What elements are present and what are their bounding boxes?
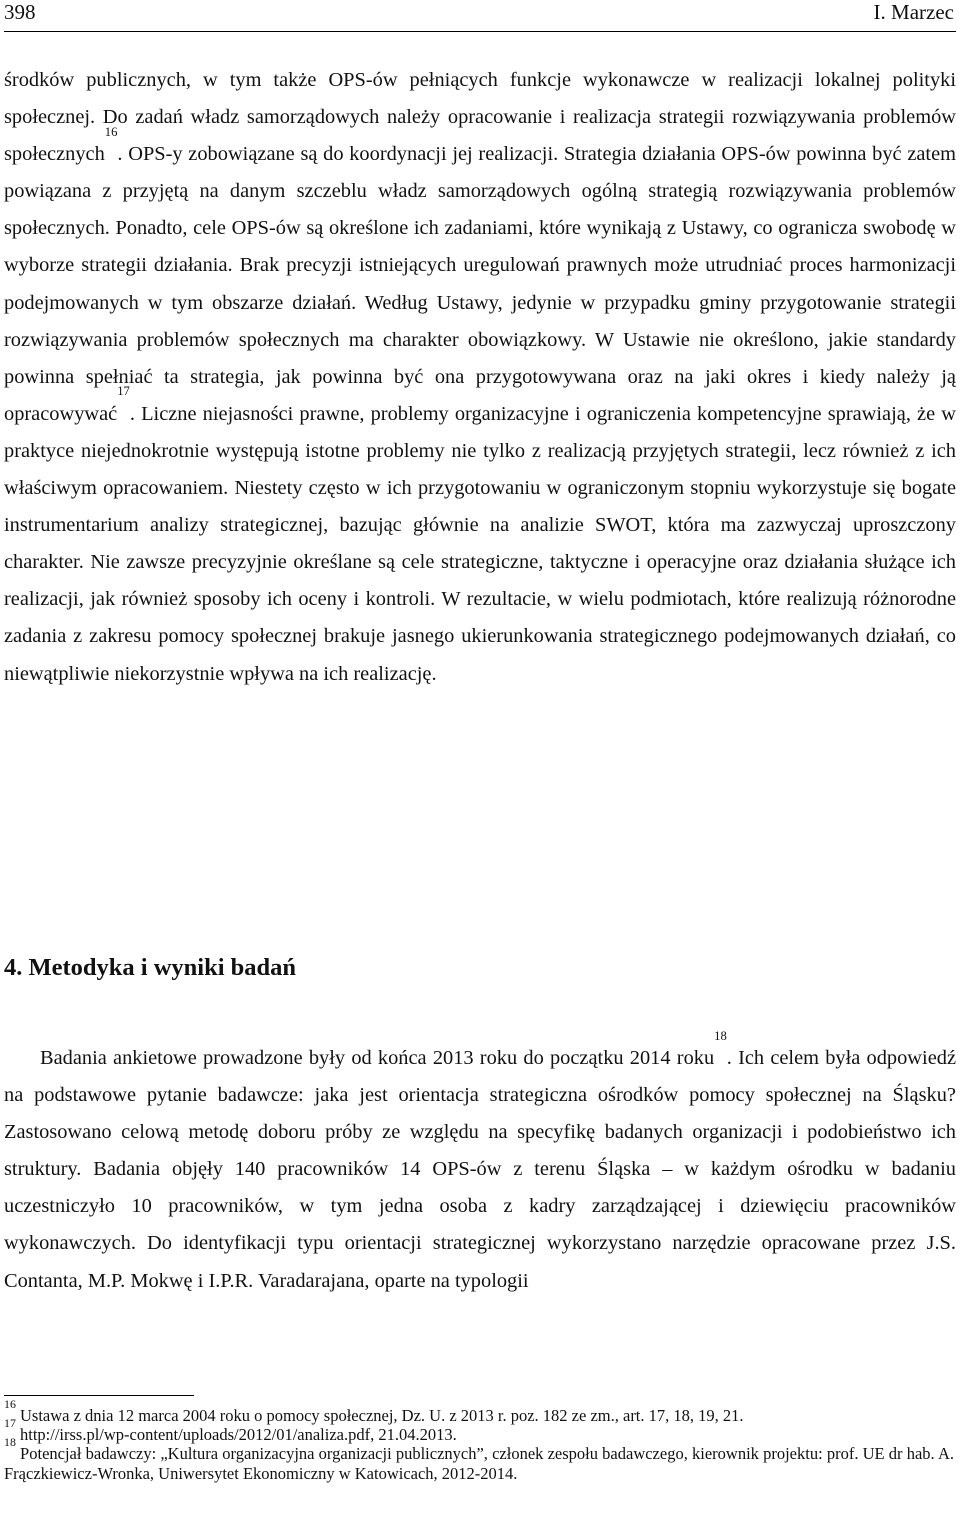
para1-text-b: . OPS-y zobowiązane są do koordynacji jej realizacji. Strategia działania OPS-ów powinna być zatem powiązana z przyjętą na danym szczeblu władz samorządowych ogólną strategią rozwiązywania problemów społecznych. Ponadto, cele OPS-ów są określone ich zadaniami, które wynikają z Ustawy, co ogranicza swobodę w wyborze strategii działania. Brak precyzji istniejących uregulowań prawnych może utrudniać proces harmonizacji podejmowanych w tym obszarze działań. Według Ustawy, jedynie w przypadku gminy przygotowanie strategii rozwiązywania problemów społecznych ma charakter obowiązkowy. W Ustawie nie określono, jakie standardy powinna spełniać ta strategia, jak powinna być ona przygotowywana oraz na jaki okres i kiedy należy ją opracowywać — [4, 143, 956, 425]
footnote-number: 17 — [4, 1415, 16, 1430]
para1-text-a: środków publicznych, w tym także OPS-ów pełniących funkcje wykonawcze w realizacji lokalnej polityki społecznej. Do zadań władz samorządowych należy opracowanie i realizacja strategii rozwiązywania problemów społecznych — [4, 69, 956, 166]
para2-text-a: Badania ankietowe prowadzone były od końca 2013 roku do początku 2014 roku — [40, 1047, 715, 1069]
footnote-16 — [4, 1396, 954, 1425]
footnote-number: 18 — [4, 1435, 16, 1450]
para2-text-b: . Ich celem była odpowiedź na podstawowe pytanie badawcze: jaka jest orientacja strategiczna ośrodków pomocy społecznej na Śląsku? Zastosowano celową metodę doboru próby ze względu na specyfikę badanych organizacji i podobieństwo ich struktury. Badania objęły 140 pracowników 14 OPS-ów z terenu Śląska – w każdym ośrodku w badaniu uczestniczyło 10 pracowników, w tym jedna osoba z kadry zarządzającej i dziewięciu pracowników wykonawczych. Do identyfikacji typu orientacji strategicznej wykorzystano narzędzie opracowane przez J.S. Contanta, M.P. Mokwę i I.P.R. Varadarajana, oparte na typologii — [4, 1047, 956, 1292]
body-paragraph-1 — [4, 62, 956, 693]
header-rule — [4, 31, 956, 32]
section-heading: 4. Metodyka i wyniki badań — [4, 954, 297, 981]
footnote-link[interactable]: http://irss.pl/wp-content/uploads/2012/01/analiza.pdf, 21.04.2013. — [15, 1425, 457, 1445]
footnotes — [4, 1396, 954, 1483]
footnote-ref-16[interactable]: 16 — [104, 124, 118, 139]
running-header-author: I. Marzec — [873, 0, 954, 24]
footnote-rule — [4, 1395, 194, 1396]
para1-text-c: . Liczne niejasności prawne, problemy organizacyjne i ograniczenia kompetencyjne sprawiają, że w praktyce niejednokrotnie występują istotne problemy nie tylko z realizacją przyjętych strategii, lecz również z ich właściwym opracowaniem. Niestety często w ich przygotowaniu w ograniczonym stopniu wykorzystuje się bogate instrumentarium analizy strategicznej, bazując głównie na analizie SWOT, która ma zazwyczaj uproszczony charakter. Nie zawsze precyzyjnie określane są cele strategiczne, taktyczne i operacyjne oraz działania służące ich realizacji, jak również sposoby ich oceny i kontroli. W rezultacie, w wielu podmiotach, które realizują różnorodne zadania z zakresu pomocy społecznej brakuje jasnego ukierunkowania strategicznego podejmowanych działań, co niewątpliwie niekorzystnie wpływa na ich realizację. — [4, 402, 956, 685]
footnote-text: Ustawa z dnia 12 marca 2004 roku o pomocy społecznej, Dz. U. z 2013 r. poz. 182 ze zm., art. 17, 18, 19, 21. — [15, 1406, 744, 1425]
footnote-number: 16 — [4, 1396, 16, 1411]
page-number: 398 — [4, 0, 36, 24]
footnote-ref-18[interactable]: 18 — [714, 1028, 727, 1043]
body-paragraph-2 — [4, 1028, 956, 1300]
footnote-text: Potencjał badawczy: „Kultura organizacyjna organizacji publicznych”, członek zespołu badawczego, kierownik projektu: prof. UE dr hab. A. Frączkiewicz-Wronka, Uniwersytet Ekonomiczny w Katowicach, 2012-2014. — [4, 1444, 954, 1483]
footnote-ref-17[interactable]: 17 — [117, 384, 130, 399]
